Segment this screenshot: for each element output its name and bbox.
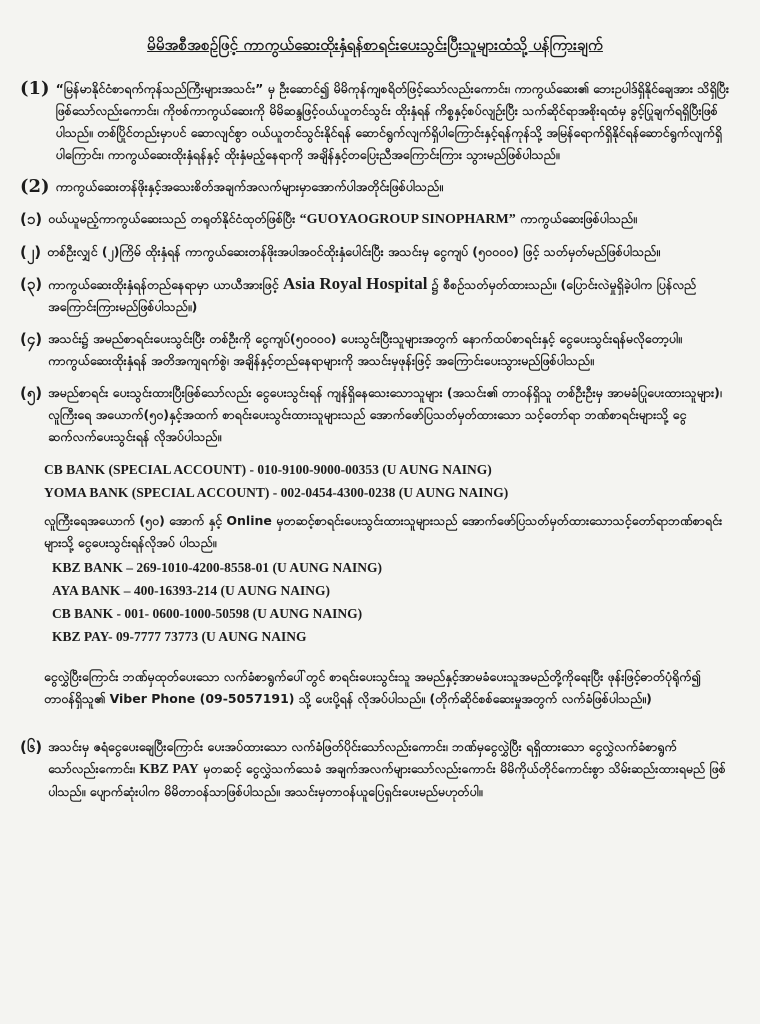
subitem-1-number: (၁): [20, 210, 43, 228]
subitem-5: [20, 382, 730, 448]
section-2: [20, 176, 730, 198]
subitem-5-text: အမည်စာရင်း ပေးသွင်းထားပြီးဖြစ်သော်လည်း ငွေပေးသွင်းရန် ကျန်ရှိနေသေးသောသူများ (အသင်း၏ တာဝန်ရှိသူ တစ်ဦးဦးမှ အာမခံပြုပေးထားသူများ)၊ လူကြီးရေ အယောက်(၅၀)နှင့်အထက် စာရင်းပေးသွင်းထားသူများသည် အောက်ဖော်ပြသတ်မှတ်ထားသော သင့်တော်ရာ ဘဏ်စာရင်းများသို့ ငွေဆက်လက်ပေးသွင်းရန် လိုအပ်ပါသည်။: [48, 385, 722, 444]
subitem-1-text-a: ဝယ်ယူမည့်ကာကွယ်ဆေးသည် တရုတ်နိုင်ငံထုတ်ဖြစ်ပြီး: [48, 211, 296, 226]
subitem-2-number: (၂): [20, 243, 42, 261]
subitem-6-number: (၆): [20, 738, 43, 756]
subitem-3-number: (၃): [20, 275, 43, 293]
subitem-3-text-a: ကာကွယ်ဆေးထိုးနှံရန်တည်နေရာမှာ ယာယီအားဖြင့်: [48, 277, 279, 292]
online-note-text-b: မှတဆင့်စာရင်းပေးသွင်းထားသူများသည် အောက်ဖော်ပြသတ်မှတ်ထားသောသင့်တော်ရာဘဏ်စာရင်းများသို့ ငွေပေးသွင်းရန်လိုအပ် ပါသည်။: [44, 513, 723, 550]
subitem-4-number: (၄): [20, 330, 43, 348]
section-1-number: (1): [20, 78, 50, 99]
receipt-note-text-b: သို့ ပေးပို့ရန် လိုအပ်ပါသည်။ (တိုက်ဆိုင်စစ်ဆေးမှုအတွက် လက်ခံဖြစ်ပါသည်။): [298, 691, 652, 706]
bank-account-line: CB BANK (SPECIAL ACCOUNT) - 010-9100-9000-00353 (U AUNG NAING): [44, 462, 492, 477]
bank-account-line: CB BANK - 001- 0600-1000-50598 (U AUNG NAING): [52, 606, 363, 621]
section-1: [20, 78, 730, 166]
viber-phone: Viber Phone (09-5057191): [109, 691, 295, 706]
subitem-6: [20, 736, 730, 803]
online-label: Online: [226, 513, 272, 528]
subitem-1-text-b: ကာကွယ်ဆေးဖြစ်ပါသည်။: [520, 211, 637, 226]
subitem-6-text-b: မှတဆင့် ငွေလွှဲသက်သေခံ အချက်အလက်များသော်လည်းကောင်း မိမိကိုယ်တိုင်ကောင်းစွာ သိမ်းဆည်းထားရမည် ဖြစ်ပါသည်။ ပျောက်ဆုံးပါက မိမိတာဝန်သာဖြစ်ပါသည်။ အသင်းမှတာဝန်ယူပြေရှင်းပေးမည်မဟုတ်ပါ။: [48, 761, 726, 799]
section-2-number: (2): [20, 176, 50, 197]
bank-account-line: KBZ BANK – 269-1010-4200-8558-01 (U AUNG NAING): [52, 560, 382, 575]
subitem-4: [20, 328, 730, 372]
subitem-4-text: အသင်း၌ အမည်စာရင်းပေးသွင်းပြီး တစ်ဦးကို ငွေကျပ်(၅၀၀၀၀) ပေးသွင်းပြီးသူများအတွက် နောက်ထပ်စာရင်းနှင့် ငွေပေးသွင်းရန်မလိုတော့ပါ။ ကာကွယ်ဆေးထိုးနှံရန် အတိအကျရက်စွဲ၊ အချိန်နှင့်တည်နေရာများကို အသင်းမှဖုန်းဖြင့် အကြောင်းပေးသွားမည်ဖြစ်ပါသည်။: [48, 331, 682, 368]
hospital-name: Asia Royal Hospital: [283, 274, 428, 293]
section-2-text: ကာကွယ်ဆေးတန်ဖိုးနှင့်အသေးစိတ်အချက်အလက်များမှာအောက်ပါအတိုင်းဖြစ်ပါသည်။: [55, 179, 443, 194]
section-1-text: “မြန်မာနိုင်ငံစာရက်ကုန်သည်ကြီးများအသင်း” မှ ဦးဆောင်၍ မိမိကုန်ကျစရိတ်ဖြင့်သော်လည်းကောင်း၊ ကာကွယ်ဆေး၏ ဘေးဥပါဒ်ရှိနိုင်ချေအား သိရှိပြီးဖြစ်သော်လည်းကောင်း၊ ကိုဗစ်ကာကွယ်ဆေးကို မိမိဆန္ဒဖြင့်ဝယ်ယူတင်သွင်း ထိုးနှံရန် ကိစ္စနှင့်စပ်လျဉ်းပြီး သက်ဆိုင်ရာအစိုးရထံမှ ခွင့်ပြုချက်ရရှိပြီးဖြစ်ပါသည်။ တစ်ပြိုင်တည်းမှာပင် ဆောလျင်စွာ ဝယ်ယူတင်သွင်းနိုင်ရန် ဆောင်ရွက်လျက်ရှိပါကြောင်းနှင့်ရန်ကုန်သို့ အမြန်ရောက်ရှိနိုင်ရန်ဆောင်ရွက်လျက်ရှိပါကြောင်း၊ ကာကွယ်ဆေးထိုးနှံရန်နှင့် ထိုးနှံမည့်နေရာကို အချိန်နှင့်တပြေးညီအကြောင်းကြား သွားမည်ဖြစ်ပါသည်။: [55, 81, 730, 162]
bank-account-line: YOMA BANK (SPECIAL ACCOUNT) - 002-0454-4300-0238 (U AUNG NAING): [44, 485, 509, 500]
general-bank-accounts: [52, 556, 730, 648]
online-transfer-note: [44, 510, 730, 554]
subitem-6-text-a: အသင်းမှ ဇရံငွေပေးချေပြီးကြောင်း ပေးအပ်ထားသော လက်ခံဖြတ်ပိုင်းသော်လည်းကောင်း၊ ဘဏ်မှငွေလွှဲပြီး ရရှိထားသော ငွေလွှဲလက်ခံစာရွက်သော်လည်းကောင်း၊: [48, 739, 677, 776]
kbz-pay-label: KBZ PAY: [139, 762, 199, 777]
subitem-3: [20, 273, 730, 318]
online-note-text-a: လူကြီးရေအယောက် (၅၀) အောက် နှင့်: [44, 513, 223, 528]
subitem-5-number: (၅): [20, 384, 43, 402]
bank-account-line: KBZ PAY- 09-7777 73773 (U AUNG NAING: [52, 629, 307, 644]
special-bank-accounts: [44, 458, 730, 504]
transfer-receipt-note: [44, 666, 730, 710]
subitem-3-text-b: ၌ စီစဉ်သတ်မှတ်ထားသည်။ (ပြောင်းလဲမှုရှိခဲ့ပါက ပြန်လည်အကြောင်းကြားမည်ဖြစ်ပါသည်။): [48, 277, 697, 314]
subitem-2-text: တစ်ဦးလျှင် (၂)ကြိမ် ထိုးနှံရန် ကာကွယ်ဆေးတန်ဖိုးအပါအဝင်ထိုးနှံပေါင်းပြီး အသင်းမှ ငွေကျပ် (၅၀၀၀၀) ဖြင့် သတ်မှတ်မည်ဖြစ်ပါသည်။: [47, 244, 661, 259]
subitem-1: [20, 208, 730, 231]
receipt-note-text-a: ငွေလွှဲပြီးကြောင်း ဘဏ်မှထုတ်ပေးသော လက်ခံစာရွက်ပေါ်တွင် စာရင်းပေးသွင်းသူ အမည်နှင့်အာမခံပေးသူအမည်တို့ကိုရေးပြီး ဖုန်းဖြင့်ဓာတ်ပုံရိုက်၍ တာဝန်ရှိသူ၏: [44, 669, 701, 706]
document-title: မိမိအစီအစဉ်ဖြင့် ကာကွယ်ဆေးထိုးနှံရန်စာရင်းပေးသွင်းပြီးသူများထံသို့ ပန်ကြားချက်: [147, 36, 603, 54]
vaccine-brand: “GUOYAOGROUP SINOPHARM”: [299, 212, 516, 227]
bank-account-line: AYA BANK – 400-16393-214 (U AUNG NAING): [52, 583, 331, 598]
subitem-2: [20, 241, 730, 263]
